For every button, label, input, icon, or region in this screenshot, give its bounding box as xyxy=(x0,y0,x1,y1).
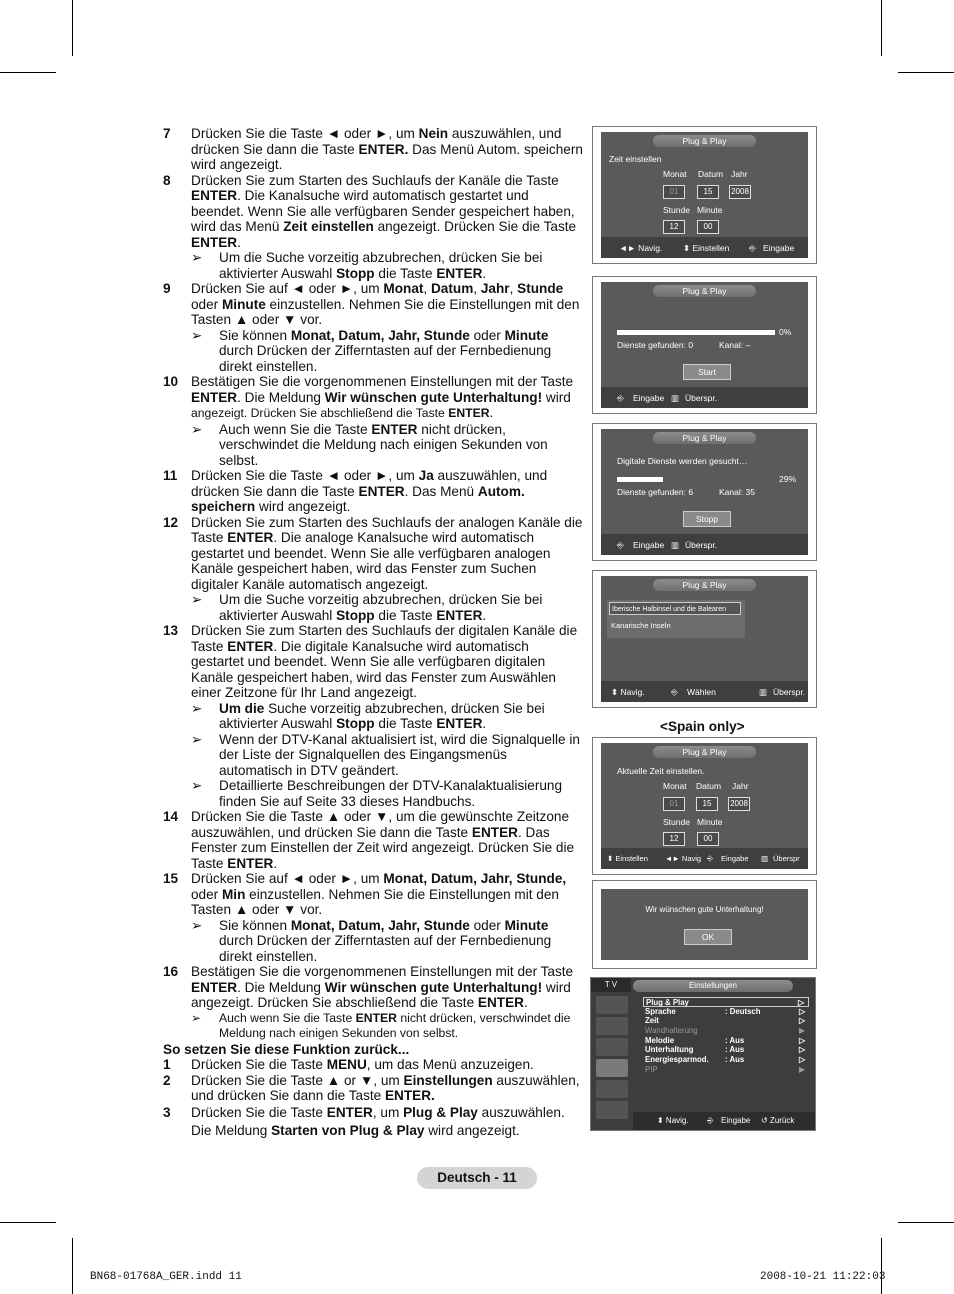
footer-eingabe: Eingabe xyxy=(721,854,749,863)
crop-mark xyxy=(0,72,56,73)
osd-title: Plug & Play xyxy=(653,746,756,758)
setup-item-arrow: ▷ xyxy=(799,1055,805,1065)
print-file-info: BN68-01768A_GER.indd 11 xyxy=(90,1271,242,1283)
osd-panel xyxy=(601,743,808,869)
step-10: 10 Bestätigen Sie die vorgenommenen Einstellungen mit der Taste ENTER. Die Meldung Wir wünschen gute Unterhaltung! wird angezeigt. Drücken Sie abschließend die Taste ENTER. xyxy=(163,374,574,420)
step-14: 14 Drücken Sie die Taste ▲ oder ▼, um die gewünschte Zeitzone auszuwählen, und drücken Sie dann die Taste ENTER. Das Fenster zum Einstellen der Zeit wird angezeigt. Drücken Sie die Taste ENTER. xyxy=(163,809,575,871)
picture-icon[interactable] xyxy=(596,996,628,1014)
skip-icon: ▥ xyxy=(671,540,680,550)
footer-einstellen: ⬍ Einstellen xyxy=(607,854,648,863)
osd-heading: Aktuelle Zeit einstellen. xyxy=(617,766,705,776)
setup-item-value: : Deutsch xyxy=(725,1006,761,1016)
label-datum: Datum xyxy=(698,169,724,179)
footer-skip: Überspr. xyxy=(685,540,718,550)
footer-eingabe: Eingabe xyxy=(633,540,665,550)
label-stunde: Stunde xyxy=(663,205,690,215)
skip-icon: ▥ xyxy=(671,393,680,403)
setup-item[interactable] xyxy=(643,1045,809,1055)
step-11: 11 Drücken Sie die Taste ◄ oder ►, um Ja auszuwählen, und drücken Sie dann die Taste ENTER. Das Menü Autom. speichern wird angezeigt. xyxy=(163,468,548,514)
label-minute: Minute xyxy=(697,817,723,827)
setup-item[interactable] xyxy=(643,1055,809,1065)
skip-icon: ▥ xyxy=(759,687,768,697)
footer-eingabe: Eingabe xyxy=(633,393,665,403)
osd-heading: Digitale Dienste werden gesucht… xyxy=(617,456,748,466)
setup-item-label: Zeit xyxy=(645,1016,659,1026)
field-stunde[interactable]: 12 xyxy=(663,220,685,234)
setup-gear-icon[interactable] xyxy=(596,1059,628,1077)
spain-only-label: <Spain only> xyxy=(660,719,745,734)
setup-item-value: : Aus xyxy=(725,1035,745,1045)
setup-item-label: PIP xyxy=(645,1064,658,1074)
setup-item[interactable] xyxy=(643,997,809,1007)
setup-item-arrow: ▷ xyxy=(799,1016,805,1026)
osd-panel xyxy=(601,282,808,408)
reset-step-2: 2 Drücken Sie die Taste ▲ or ▼, um Einstellungen auszuwählen, und drücken Sie dann die Taste ENTER. xyxy=(163,1072,580,1103)
field-minute[interactable]: 00 xyxy=(697,832,719,846)
setup-item[interactable] xyxy=(643,1026,809,1036)
setup-title: Einstellungen xyxy=(633,980,793,992)
field-datum[interactable]: 15 xyxy=(696,797,718,811)
enter-icon: ⎆ xyxy=(749,243,756,253)
setup-item[interactable] xyxy=(643,1007,809,1017)
reset-step-3: 3 Drücken Sie die Taste ENTER, um Plug & Play auszuwählen. Die Meldung Starten von Plug & Play wird angezeigt. xyxy=(163,1104,565,1138)
osd-panel xyxy=(601,576,808,702)
enter-icon: ⎆ xyxy=(671,687,678,697)
screen-region-select xyxy=(592,570,817,708)
note-16: ➢ Auch wenn Sie die Taste ENTER nicht drücken, verschwindet die Meldung nach einigen Sekunden von selbst. xyxy=(191,1010,571,1040)
skip-icon: ▥ xyxy=(761,854,769,863)
osd-panel xyxy=(601,429,808,555)
enter-icon: ⎆ xyxy=(707,1116,714,1125)
enter-icon: ⎆ xyxy=(707,854,713,863)
start-button[interactable]: Start xyxy=(683,364,731,380)
crop-mark xyxy=(881,1238,882,1294)
reset-step-1: 1 Drücken Sie die Taste MENU, um das Menü anzuzeigen. xyxy=(163,1057,534,1072)
channel-label: Kanal: 35 xyxy=(719,487,755,497)
region-list xyxy=(607,600,745,638)
screen-message xyxy=(592,880,817,969)
footer-navig: ⬍ Navig. xyxy=(611,687,645,697)
instruction-text xyxy=(163,126,583,1140)
osd-title: Plug & Play xyxy=(653,432,756,444)
label-datum: Datum xyxy=(696,781,722,791)
screen-channel-search-start xyxy=(592,276,817,414)
footer-zurueck: ↺ Zurück xyxy=(761,1116,795,1125)
step-15: 15 Drücken Sie auf ◄ oder ►, um Monat, Datum, Jahr, Stunde, oder Min einzustellen. Nehmen Sie die Einstellungen mit den Tasten ▲ oder ▼ vor. xyxy=(163,871,567,917)
setup-item-arrow: ▷ xyxy=(798,998,804,1007)
setup-item[interactable] xyxy=(643,1016,809,1026)
field-minute[interactable]: 00 xyxy=(697,220,719,234)
crop-mark xyxy=(72,1238,73,1294)
page-number-badge: Deutsch - 11 xyxy=(417,1167,537,1189)
setup-item-arrow: ▶ xyxy=(799,1064,805,1074)
reset-heading: So setzen Sie diese Funktion zurück... xyxy=(163,1041,410,1057)
services-found: Dienste gefunden: 6 xyxy=(617,487,694,497)
progress-bar xyxy=(617,477,775,482)
step-16: 16 Bestätigen Sie die vorgenommenen Einstellungen mit der Taste ENTER. Die Meldung Wir wünschen gute Unterhaltung! wird angezeigt. Drücken Sie abschließend die Taste ENTER. xyxy=(163,964,574,1010)
stop-button[interactable]: Stopp xyxy=(683,511,731,527)
enter-icon: ⎆ xyxy=(617,393,624,403)
crop-mark xyxy=(898,72,954,73)
setup-item-value: : Aus xyxy=(725,1045,745,1055)
osd-footer xyxy=(601,387,808,408)
input-icon[interactable] xyxy=(596,1080,628,1098)
note-15: ➢ Sie können Monat, Datum, Jahr, Stunde oder Minute durch Drücken der Zifferntasten auf der Fernbedienung direkt einstellen. xyxy=(191,917,552,964)
note-13a: ➢ Um die Suche vorzeitig abzubrechen, drücken Sie bei aktivierter Auswahl Stopp die Taste ENTER. xyxy=(191,700,545,731)
screen-digital-search xyxy=(592,423,817,561)
field-stunde[interactable]: 12 xyxy=(663,832,685,846)
label-monat: Monat xyxy=(663,169,687,179)
setup-item-arrow: ▶ xyxy=(799,1026,805,1036)
footer-skip: Überspr. xyxy=(685,393,718,403)
osd-footer xyxy=(601,534,808,555)
osd-heading: Zeit einstellen xyxy=(609,154,662,164)
progress-fill xyxy=(663,477,775,482)
application-icon[interactable] xyxy=(596,1101,628,1119)
setup-item-list xyxy=(643,997,809,1075)
note-13b: ➢ Wenn der DTV-Kanal aktualisiert ist, wird die Signalquelle in der Liste der Signalquellen des Eingangsmenüs automatisch in DTV geändert. xyxy=(191,731,580,778)
ok-button[interactable]: OK xyxy=(684,929,732,945)
crop-mark xyxy=(881,0,882,56)
setup-item-label: Sprache xyxy=(645,1006,676,1016)
footer-navig: ◄► Navig. xyxy=(619,243,663,253)
setup-item-label: Unterhaltung xyxy=(645,1045,694,1055)
setup-item-label: Plug & Play xyxy=(646,998,689,1007)
label-jahr: Jahr xyxy=(732,781,749,791)
step-13: 13 Drücken Sie zum Starten des Suchlaufs der digitalen Kanäle die Taste ENTER. Die digitale Kanalsuche wird automatisch gestartet und beendet. Wenn Sie alle verfügbaren digitalen Kanäle gespeichert haben, wird das Fenster zum Auswählen einer Zeitzone für Ihr Land angezeigt. xyxy=(163,623,578,700)
osd-footer xyxy=(601,681,808,702)
screen-time-setup xyxy=(592,126,817,264)
note-9: ➢ Sie können Monat, Datum, Jahr, Stunde oder Minute durch Drücken der Zifferntasten auf der Fernbedienung direkt einstellen. xyxy=(191,327,552,374)
step-8: 8 Drücken Sie zum Starten des Suchlaufs der Kanäle die Taste ENTER. Die Kanalsuche wird automatisch gestartet und beendet. Wenn Sie alle verfügbaren Sender gespeichert haben, wird das Menü Zeit einstellen angezeigt. Drücken Sie die Taste ENTER. xyxy=(163,172,577,250)
step-12: 12 Drücken Sie zum Starten des Suchlaufs der analogen Kanäle die Taste ENTER. Die analoge Kanalsuche wird automatisch gestartet und beendet. Wenn Sie alle verfügbaren analogen Kanäle gespeichert haben, wird das Fenster zum Suchen digitaler Kanäle automatisch angezeigt. xyxy=(163,514,583,592)
print-timestamp: 2008-10-21 11:22:03 xyxy=(760,1271,886,1283)
sound-icon[interactable] xyxy=(596,1017,628,1035)
note-8: ➢ Um die Suche vorzeitig abzubrechen, drücken Sie bei aktivierter Auswahl Stopp die Taste ENTER. xyxy=(191,250,543,281)
setup-item[interactable] xyxy=(643,1065,809,1075)
label-minute: Minute xyxy=(697,205,723,215)
channel-label: Kanal: – xyxy=(719,340,751,350)
field-monat[interactable]: 01 xyxy=(663,797,685,811)
setup-item-arrow: ▷ xyxy=(799,1045,805,1055)
footer-skip: Überspr xyxy=(773,854,800,863)
footer-eingabe: Eingabe xyxy=(763,243,795,253)
label-monat: Monat xyxy=(663,781,687,791)
crop-mark xyxy=(898,1222,954,1223)
label-jahr: Jahr xyxy=(731,169,748,179)
setup-item-label: Energiesparmod. xyxy=(645,1055,709,1065)
field-monat[interactable]: 01 xyxy=(663,185,685,199)
step-7: 7 Drücken Sie die Taste ◄ oder ►, um Nein auszuwählen, und drücken Sie dann die Taste ENTER. Das Menü Autom. speichern wird angezeigt. xyxy=(163,126,583,172)
footer-navig: ⬍ Navig. xyxy=(657,1116,689,1125)
osd-title: Plug & Play xyxy=(653,135,756,147)
osd-title: Plug & Play xyxy=(653,579,756,591)
setup-item-label: Wandhalterung xyxy=(645,1026,698,1036)
services-found: Dienste gefunden: 0 xyxy=(617,340,694,350)
setup-item-label: Melodie xyxy=(645,1035,675,1045)
footer-skip: Überspr. xyxy=(773,687,806,697)
label-stunde: Stunde xyxy=(663,817,690,827)
field-datum[interactable]: 15 xyxy=(697,185,719,199)
channel-icon[interactable] xyxy=(596,1038,628,1056)
footer-navig: ◄► Navig xyxy=(665,854,702,863)
setup-footer xyxy=(633,1112,815,1130)
setup-item-arrow: ▷ xyxy=(799,1035,805,1045)
osd-panel xyxy=(601,132,808,258)
setup-item-value: : Aus xyxy=(725,1055,745,1065)
osd-footer xyxy=(601,237,808,258)
screen-setup-menu xyxy=(590,977,816,1131)
footer-einstellen: ⬍ Einstellen xyxy=(683,243,730,253)
note-12: ➢ Um die Suche vorzeitig abzubrechen, drücken Sie bei aktivierter Auswahl Stopp die Taste ENTER. xyxy=(191,592,543,623)
step-9: 9 Drücken Sie auf ◄ oder ►, um Monat, Datum, Jahr, Stunde oder Minute einzustellen. Nehmen Sie die Einstellungen mit den Tasten ▲ oder ▼ vor. xyxy=(163,281,580,327)
footer-select: Wählen xyxy=(687,687,716,697)
tv-label: T V xyxy=(591,978,631,992)
setup-item-arrow: ▷ xyxy=(799,1006,805,1016)
field-jahr[interactable]: 2008 xyxy=(728,797,750,811)
progress-percent: 29% xyxy=(779,474,797,484)
screen-current-time xyxy=(592,737,817,875)
field-jahr[interactable]: 2008 xyxy=(729,185,751,199)
crop-mark xyxy=(72,0,73,56)
region-option-iberia[interactable]: Iberische Halbinsel und die Balearen xyxy=(609,602,741,615)
footer-eingabe: Eingabe xyxy=(721,1116,751,1125)
crop-mark xyxy=(0,1222,56,1223)
setup-item[interactable] xyxy=(643,1036,809,1046)
progress-bar xyxy=(617,330,775,335)
region-option-canary[interactable]: Kanarische Inseln xyxy=(611,621,671,630)
osd-footer xyxy=(601,848,808,869)
note-13c: ➢ Detaillierte Beschreibungen der DTV-Kanalaktualisierung finden Sie auf Seite 33 dieses Handbuchs. xyxy=(191,778,563,809)
message-text: Wir wünschen gute Unterhaltung! xyxy=(645,905,764,914)
note-10: ➢ Auch wenn Sie die Taste ENTER nicht drücken, verschwindet die Meldung nach einigen Sekunden von selbst. xyxy=(191,421,548,468)
enter-icon: ⎆ xyxy=(617,540,624,550)
osd-title: Plug & Play xyxy=(653,285,756,297)
progress-percent: 0% xyxy=(779,327,792,337)
osd-panel xyxy=(601,889,808,960)
